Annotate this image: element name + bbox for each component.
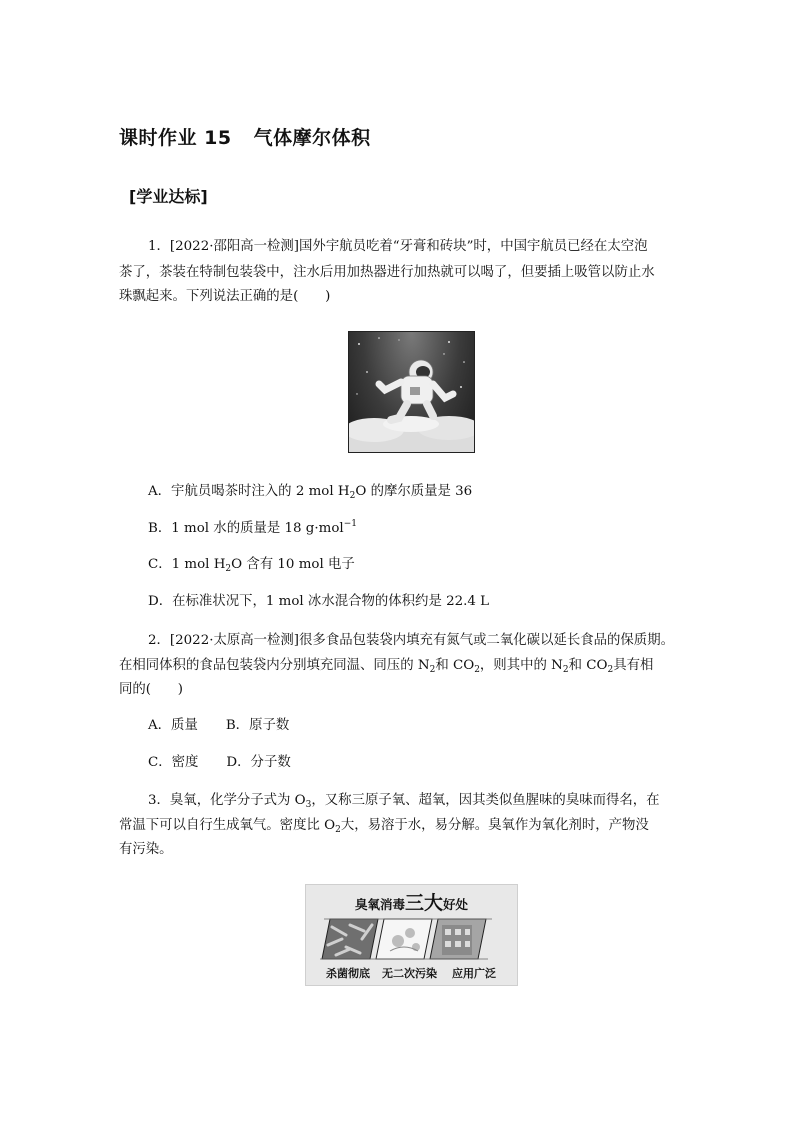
- title-name: 气体摩尔体积: [253, 127, 371, 149]
- ozone-figure-title: 臭氧消毒三大好处: [354, 892, 469, 914]
- ozone-benefits-figure: [305, 884, 518, 986]
- q1-option-a: A．宇航员喝茶时注入的 2 mol $H_2O$ 的摩尔质量是 36: [148, 484, 473, 501]
- q1-line3: 珠飘起来。下列说法正确的是( ): [119, 289, 331, 304]
- ozone-caption-3: 应用广泛: [452, 967, 496, 980]
- astronaut-illustration: [349, 332, 474, 452]
- astronaut-image: [348, 331, 475, 453]
- ozone-caption-2: 无二次污染: [382, 967, 437, 980]
- q1-option-d: D．在标准状况下，1 mol 冰水混合物的体积约是 22.4 L: [148, 594, 490, 609]
- q2-options-cd: [148, 754, 291, 772]
- q2-option-b: B．原子数: [225, 718, 290, 733]
- ozone-caption-1: 杀菌彻底: [326, 967, 370, 980]
- q2-line2: 在相同体积的食品包装袋内分别填充同温、同压的 $N_2$和 $CO_2$，则其中的 $N_2$和 $CO_2$具有相: [119, 658, 654, 675]
- q2-line3: 同的( ): [119, 682, 184, 697]
- page-title: [119, 123, 371, 150]
- q1-line2: 茶了，茶装在特制包装袋中，注水后用加热器进行加热就可以喝了，但要插上吸管以防止水: [119, 265, 655, 280]
- q3-line1: 3．臭氧，化学分子式为 $O_3$，又称三原子氧、超氧，因其类似鱼腥味的臭味而得名，在: [148, 793, 660, 810]
- q2-options-ab: [148, 717, 289, 735]
- section-heading: [学业达标]: [129, 187, 208, 206]
- q3-line3: 有污染。: [119, 842, 173, 857]
- q2-option-c: C．密度: [148, 755, 199, 770]
- q1-option-b: B．1 mol 水的质量是 18 g·mol$^{-1}$: [148, 519, 357, 536]
- q2-option-d: D．分子数: [226, 755, 291, 770]
- q3-line2: 常温下可以自行生成氧气。密度比 $O_2$大，易溶于水，易分解。臭氧作为氧化剂时，产物没: [119, 818, 649, 835]
- title-number: 15: [204, 127, 232, 149]
- q2-option-a: A．质量: [148, 718, 198, 733]
- title-label: 课时作业: [119, 127, 198, 149]
- q1-line1: 1．[2022·邵阳高一检测]国外宇航员吃着“牙膏和砖块”时，中国宇航员已经在太空泡: [148, 239, 648, 254]
- q2-line1: 2．[2022·太原高一检测]很多食品包装袋内填充有氮气或二氧化碳以延长食品的保质期。: [148, 633, 674, 648]
- q1-option-c: C．1 mol $H_2O$ 含有 10 mol 电子: [148, 557, 355, 574]
